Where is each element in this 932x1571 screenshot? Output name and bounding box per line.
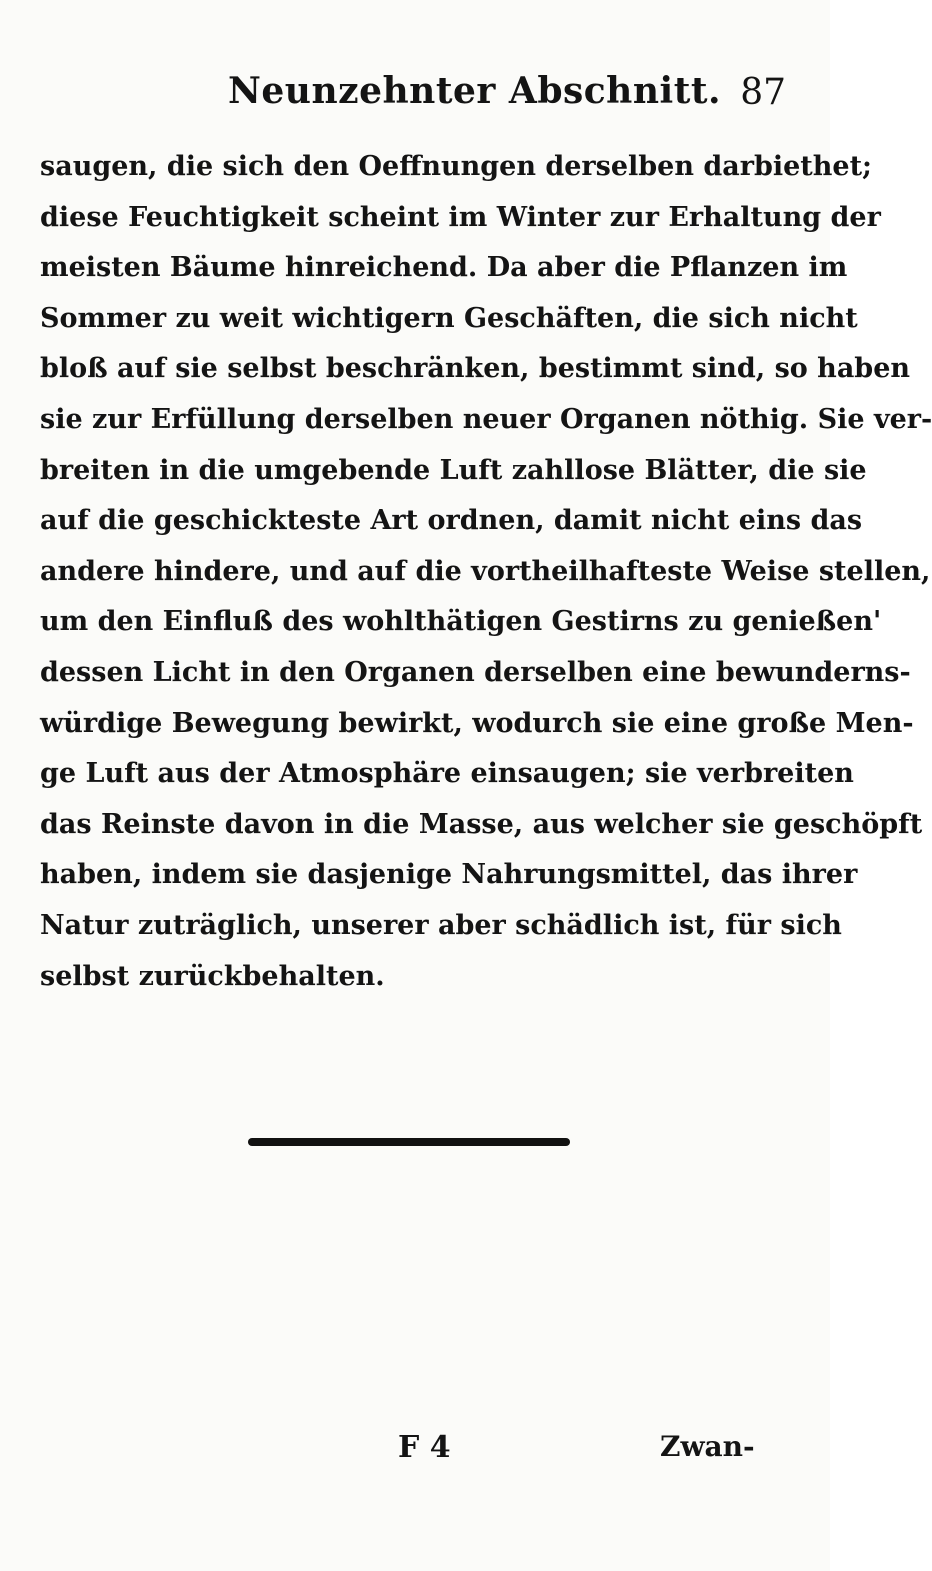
chapter-heading: Neunzehnter Abschnitt. bbox=[228, 70, 721, 112]
text-line: diese Feuchtigkeit scheint im Winter zur Erhaltung der bbox=[40, 201, 881, 233]
page-number: 87 bbox=[740, 72, 786, 113]
text-line: saugen, die sich den Oeffnungen derselben darbiethet; bbox=[40, 151, 873, 182]
text-line: sie zur Erfüllung derselben neuer Organen nöthig. Sie ver- bbox=[40, 403, 932, 435]
text-line: andere hindere, und auf die vortheilhafteste Weise stellen, bbox=[40, 555, 931, 587]
signature-mark: F 4 bbox=[398, 1430, 451, 1465]
text-line: breiten in die umgebende Luft zahllose Blätter, die sie bbox=[40, 454, 867, 486]
text-line: haben, indem sie dasjenige Nahrungsmittel, das ihrer bbox=[40, 859, 858, 891]
text-line: das Reinste davon in die Masse, aus welcher sie geschöpft bbox=[40, 808, 923, 840]
text-line: ge Luft aus der Atmosphäre einsaugen; sie verbreiten bbox=[40, 758, 854, 790]
text-line: selbst zurückbehalten. bbox=[40, 960, 385, 992]
text-line: um den Einfluß des wohlthätigen Gestirns zu genießen' bbox=[40, 606, 882, 638]
text-line: Natur zuträglich, unserer aber schädlich ist, für sich bbox=[40, 909, 842, 941]
text-line: auf die geschickteste Art ordnen, damit nicht eins das bbox=[40, 505, 863, 537]
catchword: Zwan- bbox=[660, 1430, 755, 1463]
text-line: bloß auf sie selbst beschränken, bestimmt sind, so haben bbox=[40, 353, 910, 385]
text-line: dessen Licht in den Organen derselben eine bewunderns- bbox=[40, 656, 911, 688]
text-line: würdige Bewegung bewirkt, wodurch sie eine große Men- bbox=[40, 707, 914, 739]
body-text bbox=[40, 142, 932, 1002]
text-line: meisten Bäume hinreichend. Da aber die Pflanzen im bbox=[40, 252, 848, 284]
text-line: Sommer zu weit wichtigern Geschäften, die sich nicht bbox=[40, 302, 858, 334]
section-end-rule bbox=[248, 1138, 570, 1146]
running-head bbox=[0, 64, 830, 124]
